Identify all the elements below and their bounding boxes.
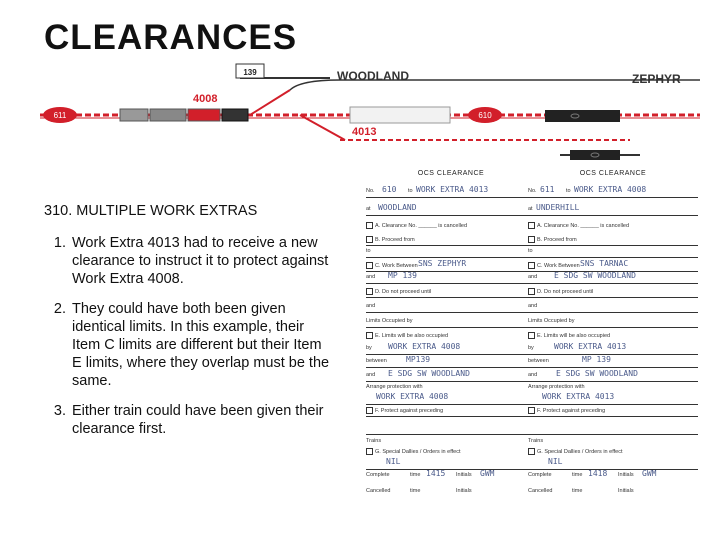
list-item-1: 1. Work Extra 4013 had to receive a new clearance to instruct it to protect against Work Extra 4008. bbox=[70, 234, 334, 288]
form-1-e-and: E SDG SW WOODLAND bbox=[388, 369, 470, 378]
signal-611-label: 611 bbox=[53, 111, 67, 120]
list-item-3: 3. Either train could have been given their clearance first. bbox=[70, 402, 334, 438]
clearance-form-1: OCS CLEARANCE No. 610 to WORK EXTRA 4013 at WOODLAND A. Clearance No. ______ is cancelled B. Proceed from to C. Work Between SNS ZEPHYR and MP 139 D. Do not proceed until and Limits Occupied by E. Limits will be also occupied by WORK EXTRA 4008 between MP139 and E SDG SW WOODLAND Arrange protection with WORK EXTRA 4008 F. Protect against preceding Trains G. Special Dallies / Orders in effect NIL Complete time 1415 Initials GWM Cancelled time Initials bbox=[366, 170, 536, 500]
form-2-title: OCS CLEARANCE bbox=[579, 170, 647, 177]
explanation-text bbox=[44, 202, 334, 450]
form-2-g: NIL bbox=[548, 457, 563, 466]
form-2-c-to: E SDG SW WOODLAND bbox=[554, 271, 636, 280]
form-1-title: OCS CLEARANCE bbox=[417, 170, 485, 177]
form-2-time: 1418 bbox=[588, 469, 608, 478]
form-1-e-between: MP139 bbox=[406, 355, 431, 364]
dark-car-siding bbox=[570, 150, 620, 160]
list-item-2: 2. They could have both been given identical limits. In this example, their Item C limits are different but their Item E limits, where they overlap must be the same. bbox=[70, 300, 334, 390]
form-1-initials: GWM bbox=[480, 469, 495, 478]
form-2-at: UNDERHILL bbox=[536, 203, 580, 212]
form-2-number: 611 bbox=[540, 185, 555, 194]
page-title: CLEARANCES bbox=[44, 18, 298, 57]
section-heading: 310. MULTIPLE WORK EXTRAS bbox=[44, 203, 258, 219]
form-2-e-by: WORK EXTRA 4013 bbox=[554, 342, 627, 351]
form-1-number: 610 bbox=[382, 185, 397, 194]
form-1-e-by: WORK EXTRA 4008 bbox=[388, 342, 461, 351]
signal-139-label: 139 bbox=[243, 68, 257, 77]
form-1-at: WOODLAND bbox=[378, 203, 417, 212]
signal-610-label: 610 bbox=[478, 111, 492, 120]
train-4008-car-3 bbox=[188, 109, 220, 121]
form-1-c-from: SNS ZEPHYR bbox=[418, 259, 467, 268]
form-2-initials: GWM bbox=[642, 469, 657, 478]
woodland-label: WOODLAND bbox=[337, 69, 409, 83]
form-2-to: WORK EXTRA 4008 bbox=[574, 185, 647, 194]
train-4008-car-2 bbox=[150, 109, 186, 121]
train-4013-label: 4013 bbox=[352, 126, 377, 138]
train-4008-engine bbox=[222, 109, 248, 121]
clearance-form-2: OCS CLEARANCE No. 611 to WORK EXTRA 4008 at UNDERHILL A. Clearance No. ______ is cancelled B. Proceed from to C. Work Between SNS TARNAC and E SDG SW WOODLAND D. Do not proceed until and Limits Occupied by E. Limits will be also occupied by WORK EXTRA 4013 between MP 139 and E SDG SW WOODLAND Arrange protection with WORK EXTRA 4013 F. Protect against preceding Trains G. Special Dallies / Orders in effect NIL Complete time 1418 Initials GWM Cancelled time Initials bbox=[528, 170, 698, 500]
form-1-to: WORK EXTRA 4013 bbox=[416, 185, 489, 194]
dark-car-main bbox=[545, 110, 620, 122]
form-2-e-and: E SDG SW WOODLAND bbox=[556, 369, 638, 378]
form-2-e-protect: WORK EXTRA 4013 bbox=[542, 392, 615, 401]
explanation-list bbox=[44, 234, 334, 438]
form-2-e-between: MP 139 bbox=[582, 355, 611, 364]
train-4013-car bbox=[350, 107, 450, 123]
form-1-e-protect: WORK EXTRA 4008 bbox=[376, 392, 449, 401]
upper-siding-connector bbox=[250, 90, 290, 115]
form-1-g: NIL bbox=[386, 457, 401, 466]
zephyr-label: ZEPHYR bbox=[632, 72, 681, 86]
track-diagram bbox=[0, 60, 720, 180]
form-1-time: 1415 bbox=[426, 469, 446, 478]
form-1-c-to: MP 139 bbox=[388, 271, 417, 280]
train-4008-car-1 bbox=[120, 109, 148, 121]
form-2-c-from: SNS TARNAC bbox=[580, 259, 629, 268]
train-4008-label: 4008 bbox=[193, 93, 218, 105]
lower-siding-connector bbox=[300, 115, 345, 140]
